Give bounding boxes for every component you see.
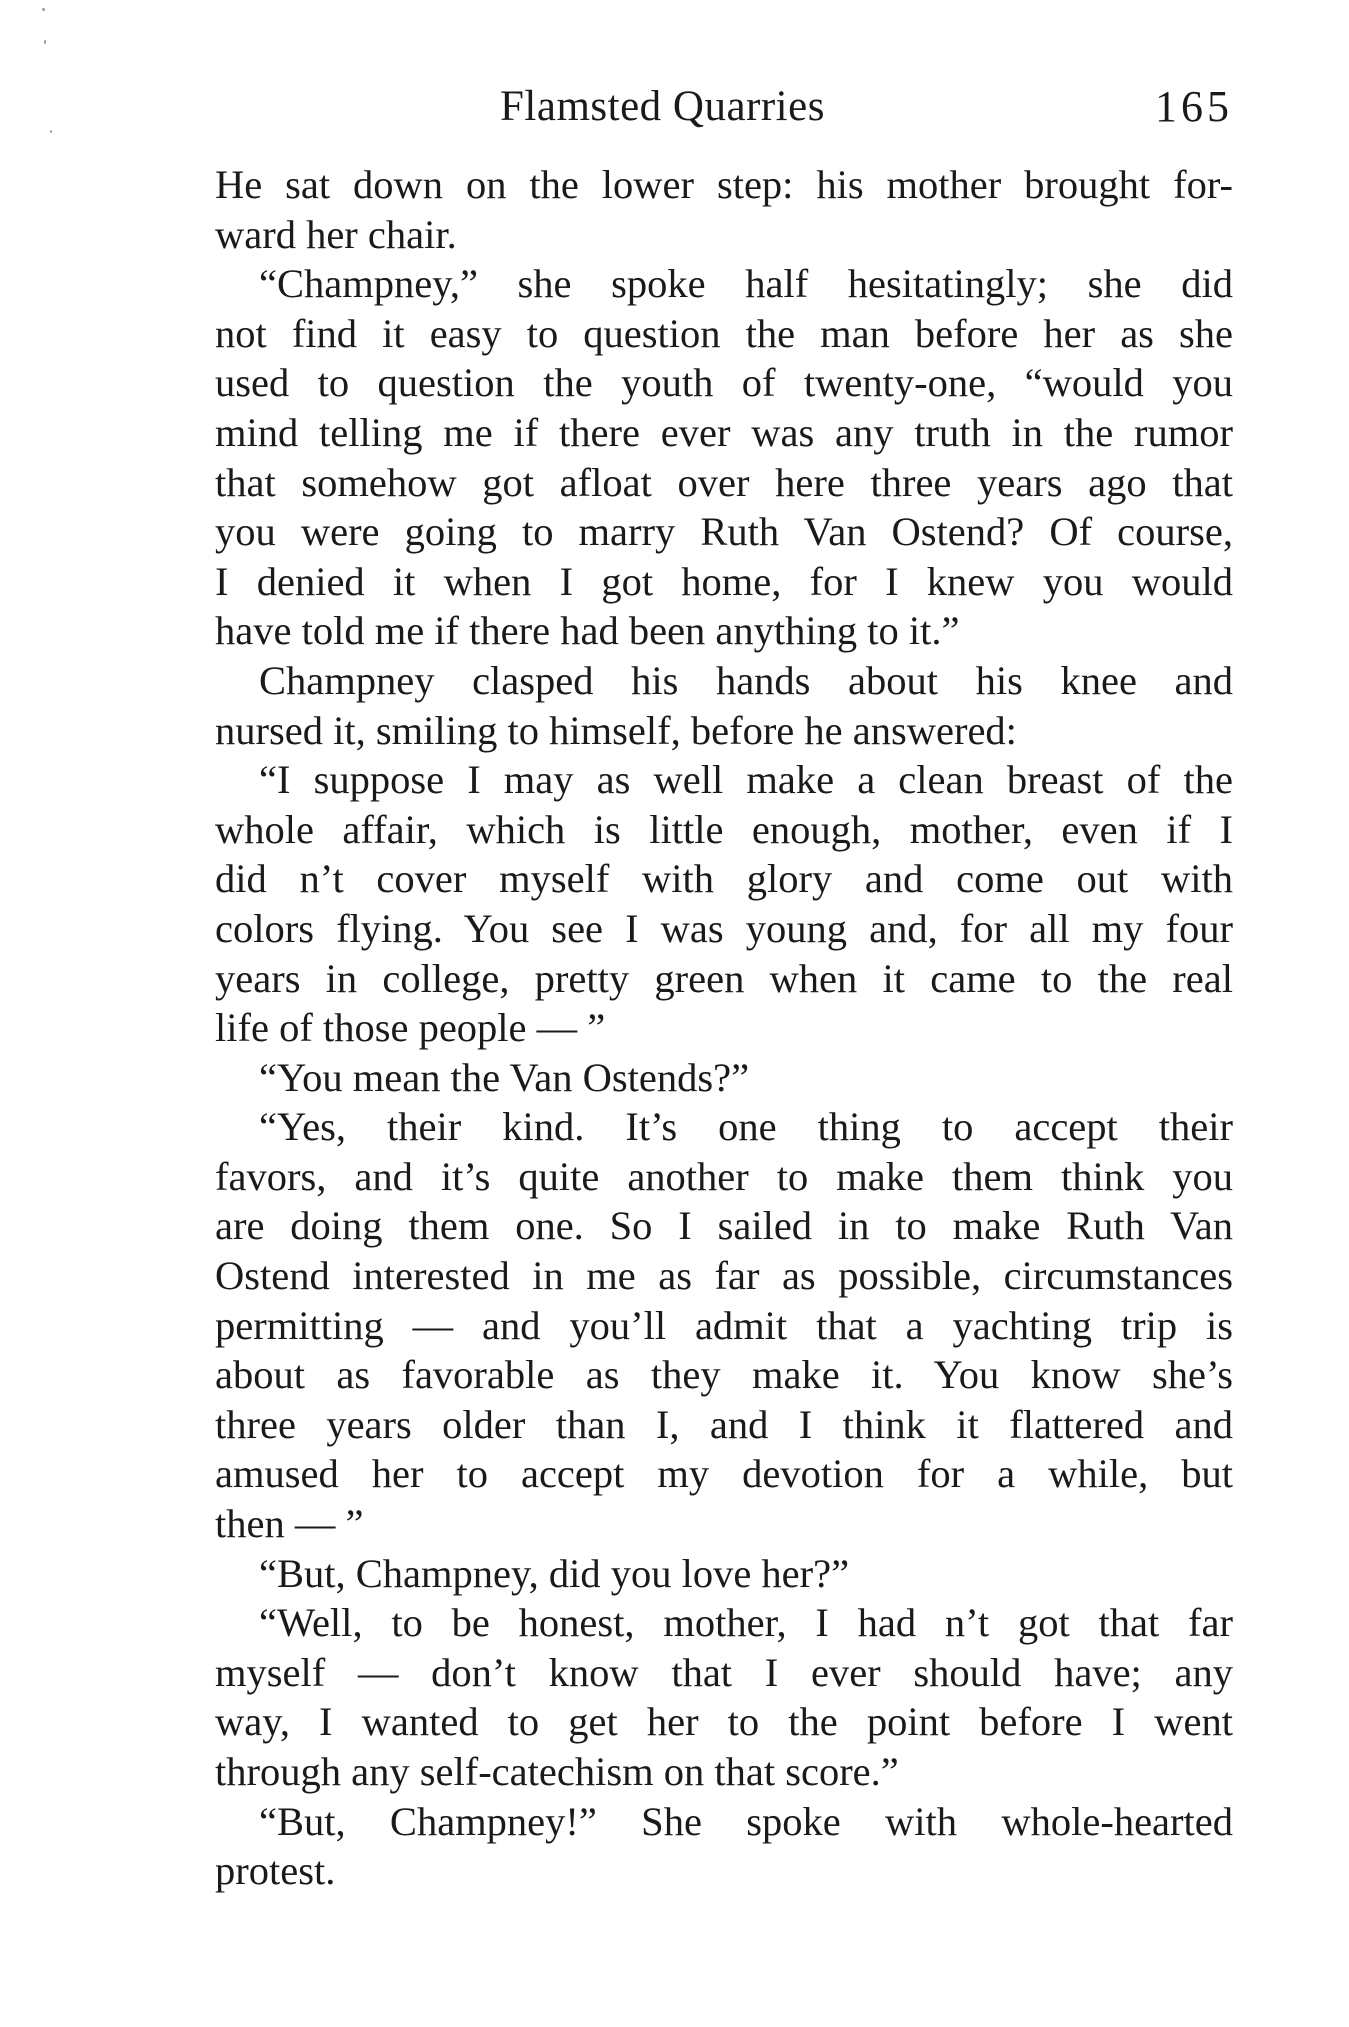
margin-speck [44,40,46,44]
text-line: amused her to accept my devotion for a while, but [215,1451,1233,1497]
page-number: 165 [1155,82,1233,131]
text-line: “Champney,” she spoke half hesitatingly; she did [259,261,1233,307]
text-line: you were going to marry Ruth Van Ostend? Of course, [215,509,1233,555]
page-header [215,72,1233,142]
text-line: myself — don’t know that I ever should have; any [215,1649,1233,1695]
text-line: are doing them one. So I sailed in to make Ruth Van [215,1203,1233,1249]
text-line: Champney clasped his hands about his knee and [259,657,1233,703]
text-line: that somehow got afloat over here three years ago that [215,459,1233,505]
text-line: about as favorable as they make it. You know she’s [215,1352,1233,1398]
text-line: “But, Champney!” She spoke with whole-hearted [259,1798,1233,1844]
text-line: years in college, pretty green when it came to the real [215,955,1233,1001]
text-line: nursed it, smiling to himself, before he answered: [215,707,1017,753]
margin-speck [42,8,45,11]
text-line: Ostend interested in me as far as possible, circumstances [215,1253,1233,1299]
text-line: three years older than I, and I think it flattered and [215,1401,1233,1447]
text-line: “Yes, their kind. It’s one thing to accept their [259,1104,1233,1150]
text-line: He sat down on the lower step: his mother brought for- [215,162,1233,207]
text-line: through any self-catechism on that score.” [215,1749,899,1794]
text-line: have told me if there had been anything to it.” [215,608,960,654]
text-line: protest. [215,1848,336,1894]
text-line: “Well, to be honest, mother, I had n’t got that far [259,1600,1233,1646]
text-line: colors flying. You see I was young and, for all my four [215,905,1233,951]
text-line: way, I wanted to get her to the point before I went [215,1699,1233,1745]
text-line: ward her chair. [215,211,457,257]
text-line: permitting — and you’ll admit that a yachting trip is [215,1302,1233,1348]
running-title: Flamsted Quarries [500,83,825,130]
body-text [215,160,1233,1896]
text-line: life of those people — ” [215,1005,606,1051]
text-line: used to question the youth of twenty-one, “would you [215,360,1233,406]
text-line: I denied it when I got home, for I knew you would [215,558,1233,604]
text-line: mind telling me if there ever was any truth in the rumor [215,409,1233,455]
text-line: not find it easy to question the man before her as she [215,310,1233,356]
text-line: whole affair, which is little enough, mother, even if I [215,806,1233,852]
text-line: “You mean the Van Ostends?” [259,1054,750,1100]
text-line: “I suppose I may as well make a clean breast of the [259,757,1233,803]
text-line: did n’t cover myself with glory and come out with [215,856,1233,902]
margin-speck [50,130,52,133]
text-line: “But, Champney, did you love her?” [259,1550,850,1596]
text-line: favors, and it’s quite another to make them think you [215,1153,1233,1199]
text-line: then — ” [215,1501,364,1547]
